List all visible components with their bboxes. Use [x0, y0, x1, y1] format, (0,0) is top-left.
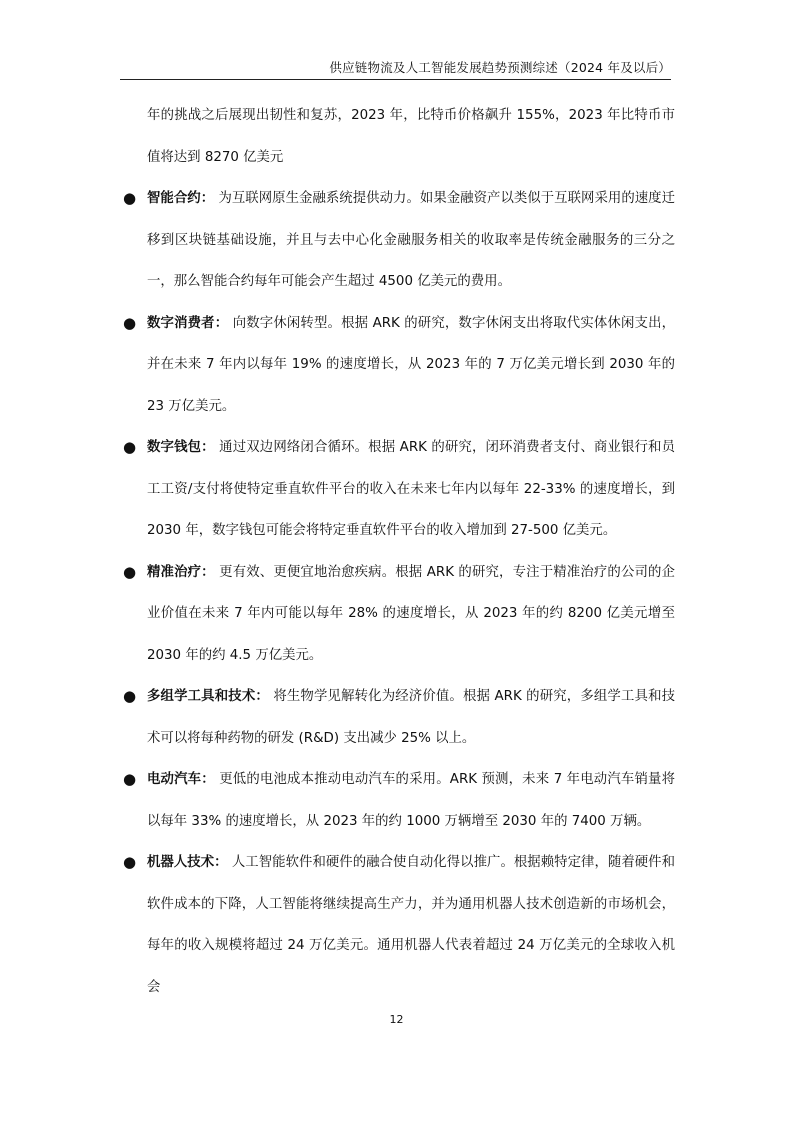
bullet-item-digital-consumer — [120, 303, 675, 428]
bullet-text: 为互联网原生金融系统提供动力。如果金融资产以类似于互联网采用的速度迁移到区块链基础设施，并且与去中心化金融服务相关的收取率是传统金融服务的三分之一，那么智能合约每年可能会产生超过 4500 亿美元的费用。 — [147, 191, 675, 289]
bullet-text: 人工智能软件和硬件的融合使自动化得以推广。根据赖特定律，随着硬件和软件成本的下降，人工智能将继续提高生产力，并为通用机器人技术创造新的市场机会，每年的收入规模将超过 24 万亿美元。通用机器人代表着超过 24 万亿美元的全球收入机会 — [147, 855, 675, 995]
bullet-text: 更有效、更便宜地治愈疾病。根据 ARK 的研究，专注于精准治疗的公司的企业价值在未来 7 年内可能以每年 28% 的速度增长，从 2023 年的约 8200 亿美元增至 2030 年的约 4.5 万亿美元。 — [147, 564, 675, 663]
bullet-term: 数字钱包： — [147, 440, 215, 455]
page-number: 12 — [389, 1013, 404, 1026]
bullet-item-robotics — [120, 842, 675, 1008]
bullet-text: 通过双边网络闭合循环。根据 ARK 的研究，闭环消费者支付、商业银行和员工工资/支付将使特定垂直软件平台的收入在未来七年内以每年 22-33% 的速度增长，到 2030 年，数字钱包可能会将特定垂直软件平台的收入增加到 27-500 亿美元。 — [147, 440, 675, 538]
bullet-text: 向数字休闲转型。根据 ARK 的研究，数字休闲支出将取代实体休闲支出，并在未来 7 年内以每年 19% 的速度增长，从 2023 年的 7 万亿美元增长到 2030 年的 23 万亿美元。 — [147, 315, 675, 414]
bullet-item-precision-therapy — [120, 552, 675, 677]
bullet-item-smart-contracts — [120, 178, 675, 303]
bullet-term: 机器人技术： — [147, 855, 228, 870]
bullet-icon: ● — [123, 770, 137, 788]
bullet-icon: ● — [123, 687, 137, 705]
bullet-icon: ● — [123, 189, 137, 207]
bullet-item-electric-vehicles — [120, 759, 675, 842]
bullet-icon: ● — [123, 313, 137, 332]
bullet-item-multiomics — [120, 676, 675, 759]
bullet-icon: ● — [123, 853, 137, 871]
bullet-text: 更低的电池成本推动电动汽车的采用。ARK 预测，未来 7 年电动汽车销量将以每年 33% 的速度增长，从 2023 年的约 1000 万辆增至 2030 年的 7400 万辆。 — [147, 772, 675, 829]
bullet-icon: ● — [123, 562, 137, 581]
bullet-text: 将生物学见解转化为经济价值。根据 ARK 的研究，多组学工具和技术可以将每种药物的研发 (R&D) 支出减少 25% 以上。 — [147, 689, 676, 746]
main-content — [120, 95, 675, 1008]
bullet-term: 多组学工具和技术： — [147, 689, 269, 704]
bullet-item-digital-wallet — [120, 427, 675, 552]
bullet-term: 精准治疗： — [147, 564, 215, 580]
bullet-icon: ● — [123, 438, 137, 456]
bullet-term: 智能合约： — [147, 191, 215, 206]
bullet-term: 电动汽车： — [147, 772, 215, 787]
header-divider — [120, 79, 671, 80]
running-header: 供应链物流及人工智能发展趋势预测综述（2024 年及以后） — [329, 60, 671, 75]
bullet-term: 数字消费者： — [147, 315, 229, 331]
intro-paragraph: 年的挑战之后展现出韧性和复苏，2023 年，比特币价格飙升 155%，2023 年比特币市值将达到 8270 亿美元 — [147, 108, 675, 165]
